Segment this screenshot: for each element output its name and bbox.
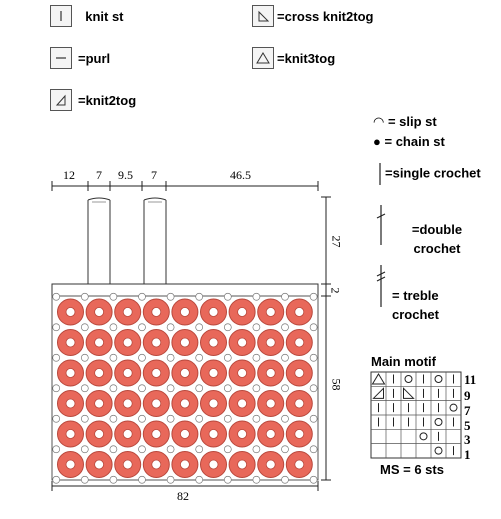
row-number-5: 5 — [464, 418, 471, 433]
joining-ring — [53, 476, 60, 483]
flower-center — [180, 338, 189, 347]
joining-ring — [110, 385, 117, 392]
legend-knit-label: knit st — [78, 8, 124, 24]
joining-ring — [196, 415, 203, 422]
joining-ring — [167, 354, 174, 361]
joining-ring — [81, 446, 88, 453]
flower-center — [266, 338, 275, 347]
flower-center — [123, 399, 132, 408]
knit3tog-icon — [252, 47, 274, 69]
joining-ring — [81, 293, 88, 300]
flower-center — [95, 338, 104, 347]
flower-center — [95, 399, 104, 408]
flower-center — [66, 460, 75, 469]
flower-center — [238, 460, 247, 469]
joining-ring — [282, 293, 289, 300]
legend-treble-crochet — [392, 286, 472, 324]
purl-icon — [50, 47, 72, 69]
joining-ring — [310, 446, 317, 453]
flower-center — [123, 369, 132, 378]
legend-knit — [50, 5, 124, 27]
flower-center — [152, 430, 161, 439]
joining-ring — [167, 476, 174, 483]
legend-knit2tog-label: =knit2tog — [78, 92, 137, 108]
cross-knit2tog-icon — [252, 5, 274, 27]
flower-center — [123, 338, 132, 347]
flower-center — [180, 369, 189, 378]
joining-ring — [196, 293, 203, 300]
joining-ring — [53, 385, 60, 392]
top-band — [52, 284, 318, 296]
flower-center — [266, 430, 275, 439]
joining-ring — [167, 415, 174, 422]
flower-center — [66, 399, 75, 408]
flower-center — [180, 399, 189, 408]
flower-center — [266, 460, 275, 469]
joining-ring — [139, 446, 146, 453]
joining-ring — [81, 476, 88, 483]
flower-center — [180, 460, 189, 469]
legend-cross-knit2tog-label: =cross knit2tog — [277, 8, 374, 24]
flower-center — [152, 460, 161, 469]
legend-knit3tog-label: =knit3tog — [277, 50, 336, 66]
joining-ring — [139, 354, 146, 361]
joining-ring — [282, 446, 289, 453]
joining-ring — [224, 446, 231, 453]
flower-center — [209, 460, 218, 469]
joining-ring — [310, 476, 317, 483]
joining-ring — [167, 446, 174, 453]
flower-center — [266, 399, 275, 408]
joining-ring — [167, 324, 174, 331]
straps — [88, 198, 166, 284]
knit-icon — [50, 5, 72, 27]
joining-ring — [81, 324, 88, 331]
single-crochet-icon — [377, 162, 385, 186]
flower-center — [238, 338, 247, 347]
flower-center — [295, 308, 304, 317]
top-dimension-line — [52, 181, 318, 191]
joining-ring — [110, 415, 117, 422]
joining-ring — [310, 293, 317, 300]
legend-double-label: =double crochet — [411, 222, 463, 256]
joining-ring — [310, 324, 317, 331]
legend-single-label: =single crochet — [385, 165, 481, 181]
joining-ring — [253, 476, 260, 483]
joining-ring — [53, 446, 60, 453]
legend-chain-label: = chain st — [384, 134, 445, 149]
flower-center — [66, 308, 75, 317]
row-number-11: 11 — [464, 372, 477, 387]
joining-ring — [81, 415, 88, 422]
joining-ring — [110, 446, 117, 453]
legend-knit3tog — [252, 47, 335, 69]
joining-ring — [282, 354, 289, 361]
flower-center — [66, 369, 75, 378]
flower-center — [238, 399, 247, 408]
flower-center — [66, 338, 75, 347]
dim-top-2: 7 — [96, 168, 102, 182]
knit2tog-icon — [50, 89, 72, 111]
joining-ring — [253, 293, 260, 300]
treble-crochet-icon — [374, 264, 388, 308]
joining-ring — [282, 324, 289, 331]
joining-ring — [282, 476, 289, 483]
chain-st-icon: ● — [373, 134, 381, 149]
joining-ring — [224, 415, 231, 422]
flower-center — [95, 308, 104, 317]
legend-knit2tog — [50, 89, 136, 111]
joining-ring — [167, 293, 174, 300]
row-number-3: 3 — [464, 432, 471, 447]
legend-treble-label: = treble crochet — [392, 288, 439, 322]
flower-center — [295, 399, 304, 408]
joining-ring — [282, 385, 289, 392]
flower-center — [238, 308, 247, 317]
joining-ring — [139, 385, 146, 392]
flower-center — [209, 308, 218, 317]
flower-center — [295, 369, 304, 378]
joining-ring — [253, 324, 260, 331]
joining-ring — [310, 385, 317, 392]
joining-ring — [224, 385, 231, 392]
flower-center — [152, 338, 161, 347]
flower-center — [180, 430, 189, 439]
joining-ring — [196, 446, 203, 453]
double-crochet-icon — [374, 204, 388, 246]
joining-ring — [110, 354, 117, 361]
joining-ring — [53, 293, 60, 300]
flower-center — [95, 430, 104, 439]
flower-center — [266, 308, 275, 317]
joining-ring — [53, 354, 60, 361]
flower-center — [152, 308, 161, 317]
joining-ring — [139, 293, 146, 300]
joining-ring — [139, 476, 146, 483]
flower-center — [295, 460, 304, 469]
dim-right-58: 58 — [329, 378, 344, 391]
joining-ring — [139, 324, 146, 331]
dim-top-5: 46.5 — [230, 168, 251, 182]
joining-ring — [282, 415, 289, 422]
legend-purl-label: =purl — [78, 50, 111, 66]
joining-ring — [196, 324, 203, 331]
joining-ring — [81, 385, 88, 392]
joining-ring — [310, 415, 317, 422]
joining-ring — [81, 354, 88, 361]
joining-ring — [253, 415, 260, 422]
flower-center — [66, 430, 75, 439]
joining-ring — [196, 385, 203, 392]
flower-center — [123, 460, 132, 469]
dim-bottom-82: 82 — [177, 489, 189, 503]
joining-ring — [224, 476, 231, 483]
joining-ring — [110, 293, 117, 300]
flower-center — [295, 430, 304, 439]
flower-center — [209, 369, 218, 378]
flower-center — [152, 399, 161, 408]
motif-title: Main motif — [371, 354, 436, 369]
flower-center — [95, 460, 104, 469]
legend-slip-st — [373, 114, 437, 130]
flower-center — [266, 369, 275, 378]
legend-double-crochet — [392, 220, 482, 258]
joining-ring — [110, 476, 117, 483]
joining-ring — [53, 324, 60, 331]
slip-st-icon: ◠ — [373, 114, 385, 129]
row-number-9: 9 — [464, 388, 471, 403]
dim-right-27: 27 — [329, 235, 344, 248]
dim-top-1: 12 — [63, 168, 75, 182]
legend-slip-label: = slip st — [387, 114, 437, 129]
joining-ring — [139, 415, 146, 422]
flower-center — [238, 369, 247, 378]
joining-ring — [253, 446, 260, 453]
flower-center — [95, 369, 104, 378]
flower-center — [209, 338, 218, 347]
flower-center — [295, 338, 304, 347]
flower-center — [180, 308, 189, 317]
row-number-1: 1 — [464, 447, 471, 462]
flower-center — [152, 369, 161, 378]
joining-ring — [224, 324, 231, 331]
dim-top-3: 9.5 — [118, 168, 133, 182]
joining-ring — [253, 385, 260, 392]
joining-ring — [253, 354, 260, 361]
flower-center — [209, 399, 218, 408]
flower-center — [209, 430, 218, 439]
legend-single-crochet — [377, 162, 481, 186]
joining-ring — [196, 476, 203, 483]
flower-center — [123, 308, 132, 317]
dim-top-4: 7 — [151, 168, 157, 182]
joining-ring — [53, 415, 60, 422]
motif-chart — [371, 372, 461, 458]
legend-purl — [50, 47, 110, 69]
legend-chain-st — [373, 134, 445, 149]
joining-ring — [310, 354, 317, 361]
legend-cross-knit2tog — [252, 5, 373, 27]
motif-footer: MS = 6 sts — [380, 462, 444, 477]
row-number-7: 7 — [464, 403, 471, 418]
joining-ring — [110, 324, 117, 331]
joining-ring — [224, 354, 231, 361]
joining-ring — [167, 385, 174, 392]
flower-center — [123, 430, 132, 439]
flower-center — [238, 430, 247, 439]
joining-ring — [224, 293, 231, 300]
joining-ring — [196, 354, 203, 361]
dim-right-2: 2 — [328, 287, 343, 294]
